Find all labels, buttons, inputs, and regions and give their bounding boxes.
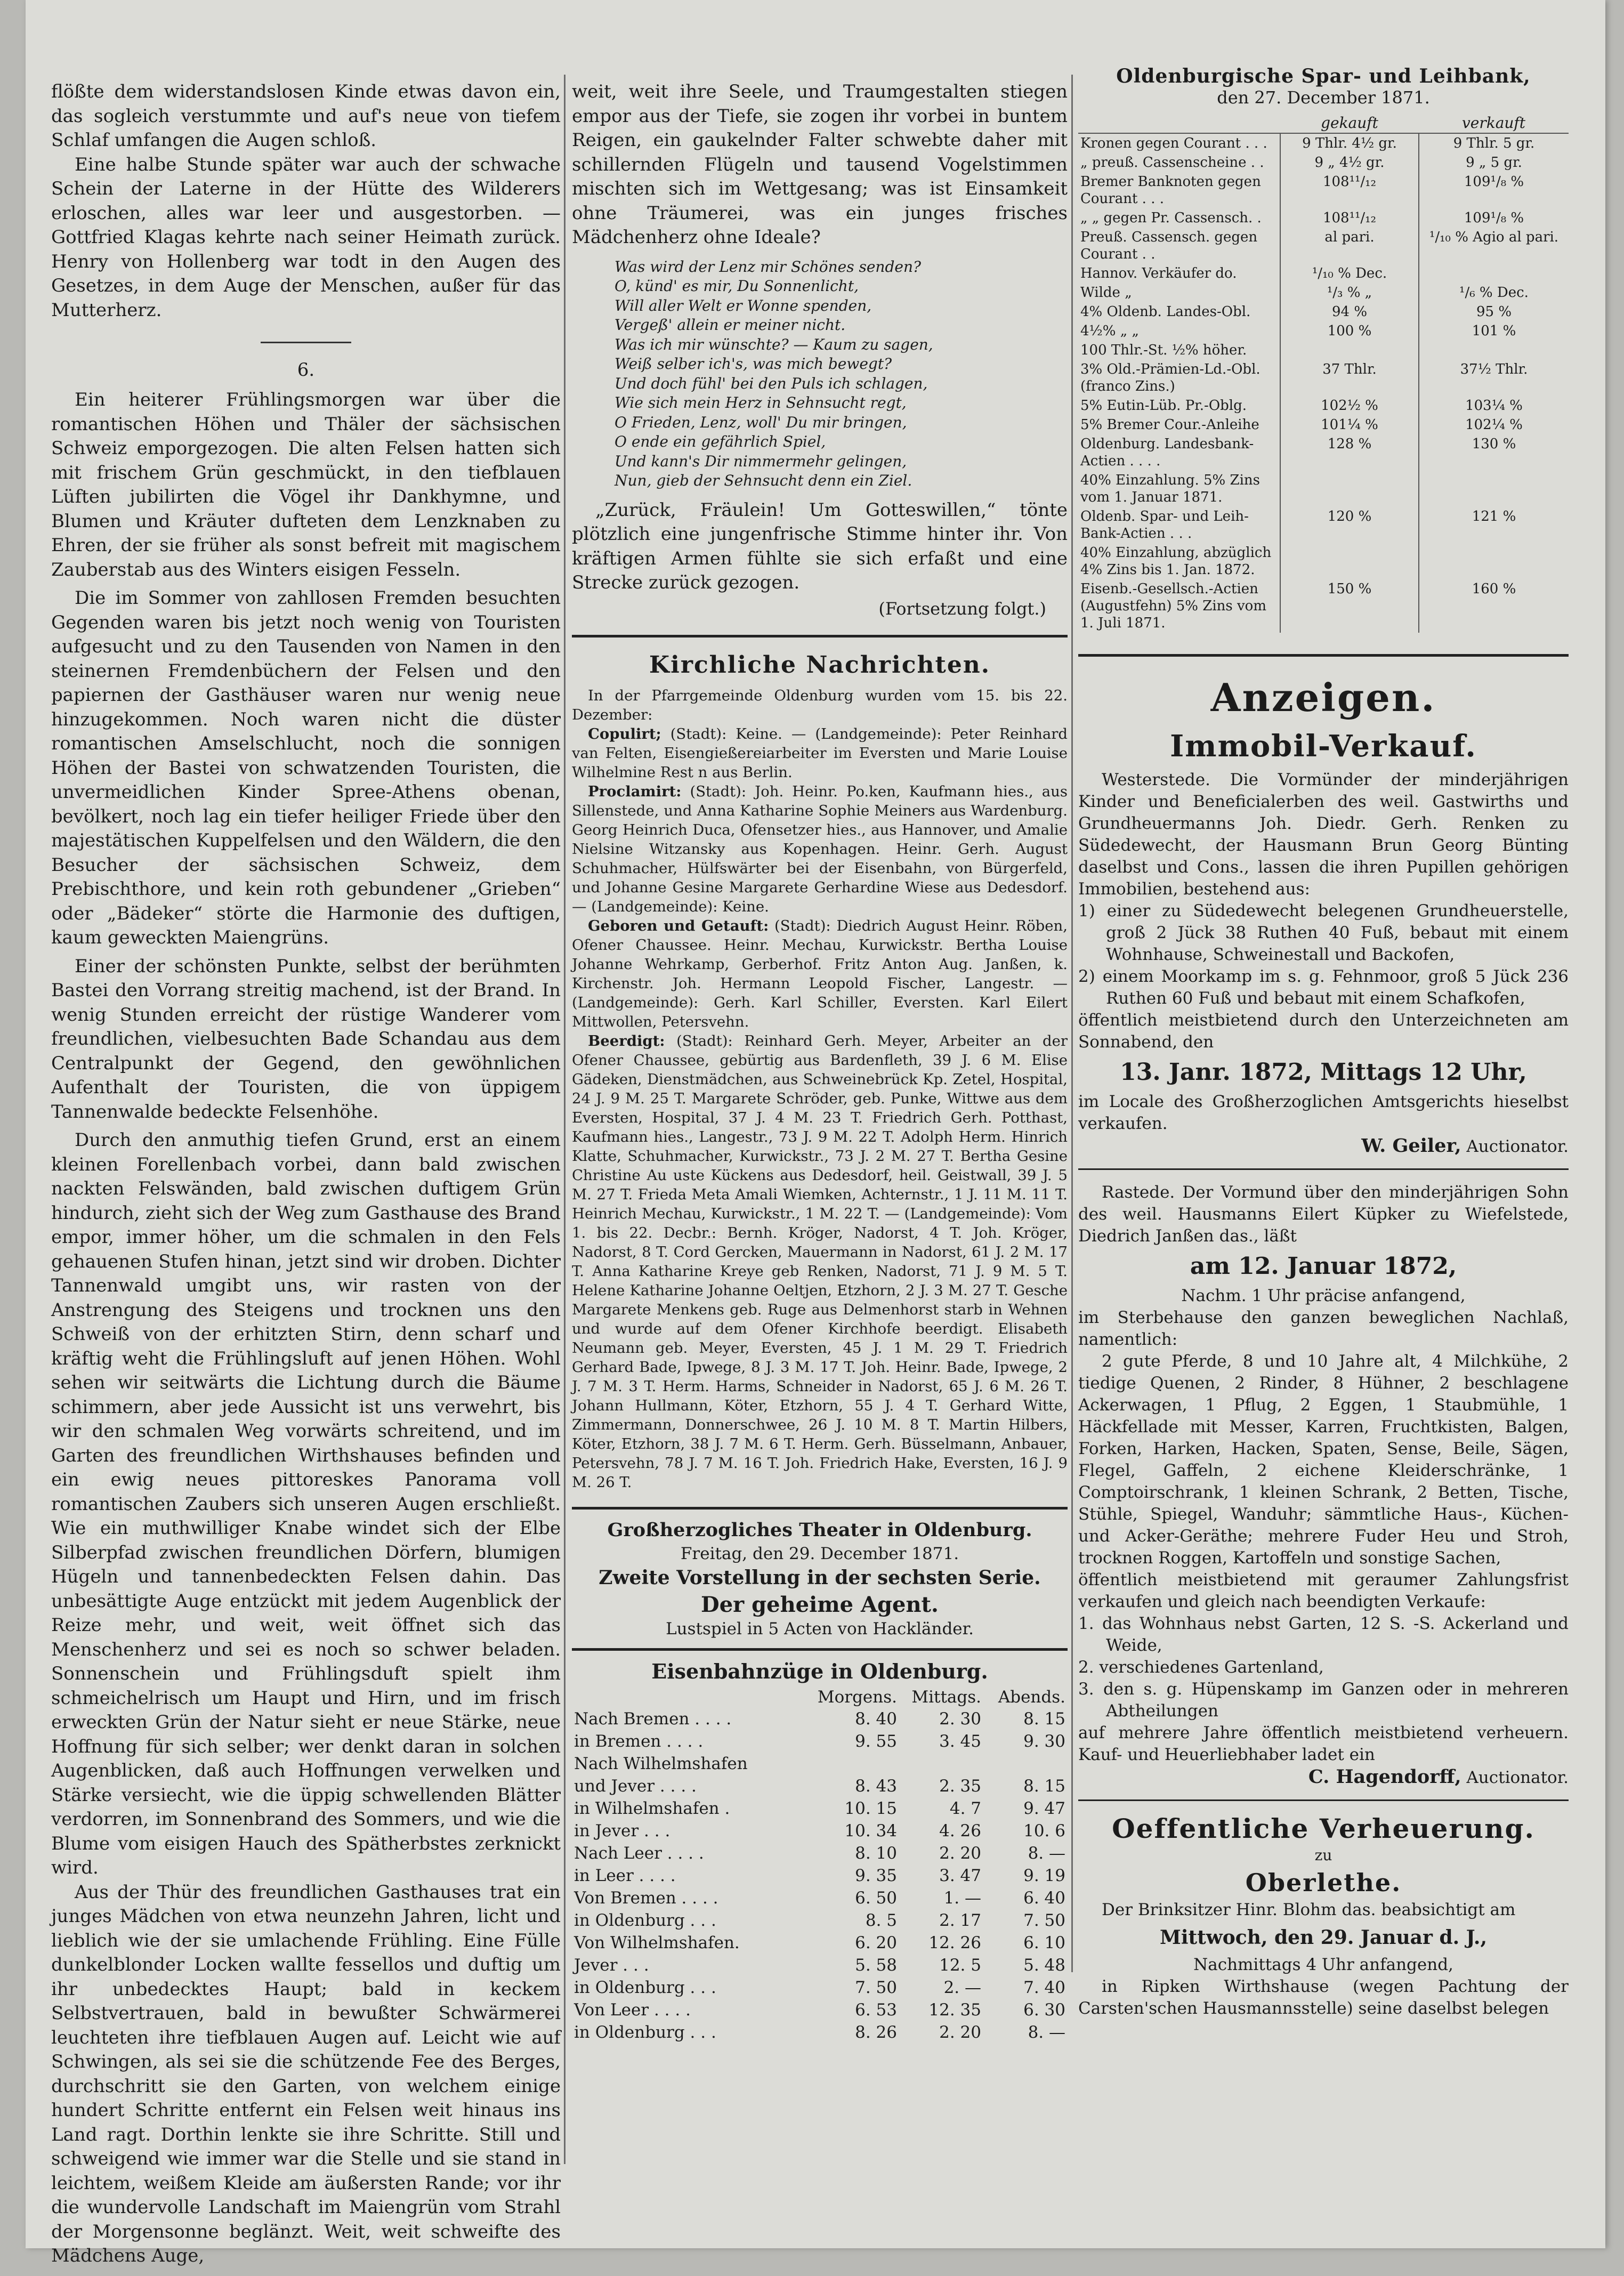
timetable-row xyxy=(572,1730,1068,1753)
rates-item: Wilde „ xyxy=(1078,283,1280,302)
timetable-time: 2. 30 xyxy=(939,1709,981,1729)
timetable-time: 8. 15 xyxy=(1023,1709,1065,1729)
rates-row xyxy=(1078,341,1569,360)
rates-item: 3% Old.-Prämien-Ld.-Obl. (franco Zins.) xyxy=(1078,360,1280,396)
rates-buy: ¹/₁₀ % Dec. xyxy=(1280,264,1419,283)
right-column xyxy=(1078,65,1569,2020)
copulirt-label: Copulirt; xyxy=(588,725,661,742)
timetable-time: 2. 20 xyxy=(939,1843,981,1863)
rates-row xyxy=(1078,208,1569,228)
rates-row xyxy=(1078,543,1569,579)
ad-date: Mittwoch, den 29. Januar d. J., xyxy=(1160,1926,1487,1949)
timetable-time: 6. 20 xyxy=(855,1933,897,1952)
poem-line: O Frieden, Lenz, woll' Du mir bringen, xyxy=(615,413,907,431)
timetable-time: 8. 15 xyxy=(1023,1776,1065,1796)
timetable-time xyxy=(815,1753,899,1775)
timetable-route: in Oldenburg . . . xyxy=(574,1978,716,1997)
column-rule xyxy=(564,75,565,2164)
exchange-rates-table xyxy=(1078,113,1569,633)
timetable-time: 8. 40 xyxy=(855,1709,897,1729)
poem-line: Wie sich mein Herz in Sehnsucht regt, xyxy=(615,394,907,411)
rates-item: Hannov. Verkäufer do. xyxy=(1078,264,1280,283)
rates-item: 40% Einzahlung, abzüglich 4% Zins bis 1. Jan. 1872. xyxy=(1078,543,1280,579)
timetable-row xyxy=(572,2021,1068,2044)
timetable-header-cell xyxy=(572,1686,815,1708)
timetable-time: 10. 6 xyxy=(1023,1821,1065,1841)
timetable-row xyxy=(572,1999,1068,2021)
theatre-date: Freitag, den 29. December 1871. xyxy=(680,1544,959,1563)
timetable-row xyxy=(572,1887,1068,1909)
rates-sell: 101 % xyxy=(1472,323,1516,339)
section-divider xyxy=(261,342,351,343)
rates-item: „ preuß. Cassenscheine . . xyxy=(1078,153,1280,172)
timetable-time: 10. 15 xyxy=(844,1798,897,1818)
continued-note: (Fortsetzung folgt.) xyxy=(878,598,1046,619)
rates-item: Bremer Banknoten gegen Courant . . . xyxy=(1078,172,1280,208)
rates-row xyxy=(1078,228,1569,264)
timetable-row xyxy=(572,1976,1068,1999)
timetable-time: 9. 19 xyxy=(1023,1866,1065,1885)
ad-headline: Oeffentliche Verheuerung. xyxy=(1112,1813,1535,1844)
poem-line: Und kann's Dir nimmermehr gelingen, xyxy=(615,452,907,470)
ad-text: auf mehrere Jahre öffentlich meistbietend verheuern. Kauf- und Heuerliebhaber ladet ein xyxy=(1078,1723,1569,1764)
rates-sell: 103¼ % xyxy=(1465,398,1523,414)
proclamirt-text: (Stadt): Joh. Heinr. Po.ken, Kaufmann hies., aus Sillenstede, und Anna Katharine Sophie Meiners aus Wardenburg. Georg Heinrich Duca, Ofensetzer hies., aus Hannover, und Amalie Nielsine Witzansky aus Kopenhagen. Heinr. Gerh. August Schuhmacher, Hülfswärter bei der Eisenbahn, von Bürgerfeld, und Johanne Gesine Margarete Gerhardine Wiese aus Dedesdorf. — (Landgemeinde): Keine. xyxy=(572,782,1068,915)
ad-text: Nachm. 1 Uhr präcise anfangend, xyxy=(1181,1286,1466,1305)
poem-line: Vergeß' allein er meiner nicht. xyxy=(615,316,846,334)
timetable-time: 3. 47 xyxy=(939,1866,981,1885)
timetable-route: und Jever . . . . xyxy=(574,1776,697,1796)
rates-item: 40% Einzahlung. 5% Zins vom 1. Januar 1871. xyxy=(1078,471,1280,507)
rates-item: Eisenb.-Gesellsch.-Actien (Augustfehn) 5% Zins vom 1. Juli 1871. xyxy=(1078,579,1280,633)
rates-buy: 108¹¹/₁₂ xyxy=(1280,208,1419,228)
rates-sell: 160 % xyxy=(1472,581,1516,597)
timetable-header-cell: Mittags. xyxy=(911,1687,981,1707)
timetable-route: Von Bremen . . . . xyxy=(574,1888,718,1908)
rates-header xyxy=(1078,113,1569,133)
rates-sell xyxy=(1419,341,1569,360)
timetable-time: 10. 34 xyxy=(844,1821,897,1841)
rates-sell xyxy=(1419,543,1569,579)
timetable-time: 4. 7 xyxy=(949,1798,981,1818)
timetable-row xyxy=(572,1820,1068,1842)
timetable-time: 12. 5 xyxy=(939,1955,981,1975)
ads-title: Anzeigen. xyxy=(1210,675,1436,720)
rates-buy xyxy=(1280,471,1419,507)
timetable-time: 9. 55 xyxy=(855,1731,897,1751)
timetable-time: 6. 10 xyxy=(1023,1933,1065,1952)
ad-signature xyxy=(1078,1766,1569,1788)
rates-row xyxy=(1078,507,1569,543)
rates-buy: ¹/₃ % „ xyxy=(1280,283,1419,302)
ad-verheuerung xyxy=(1078,1813,1569,2020)
trains-title: Eisenbahnzüge in Oldenburg. xyxy=(651,1659,988,1683)
timetable-time: 6. 30 xyxy=(1023,2000,1065,2020)
rates-item: Kronen gegen Courant . . . xyxy=(1078,133,1280,153)
rates-header-cell xyxy=(1078,113,1280,133)
rates-row xyxy=(1078,471,1569,507)
ad-text: öffentlich meistbietend mit geraumer Zahlungsfrist verkaufen und gleich nach beendigten Verkaufe: xyxy=(1078,1570,1569,1611)
rates-row xyxy=(1078,360,1569,396)
ad-inventory: 2 gute Pferde, 8 und 10 Jahre alt, 4 Milchkühe, 2 tiedige Quenen, 2 Rinder, 8 Hühner, 2 beschlagene Ackerwagen, 1 Pflug, 2 Eggen, 1 Staubmühle, 1 Häckfellade mit Messer, Karren, Fruchtkisten, Balgen, Forken, Harken, Hacken, Spaten, Sense, Beile, Sägen, Flegel, Gaffeln, 2 eichene Kleiderschränke, 1 Comptoirschrank, 1 kleinen Schrank, 2 Betten, Tische, Stühle, Spiegel, Wanduhr; sämmtliche Haus-, Küchen- und Acker-Geräthe; mehrere Fuder Heu und Stroh, trocknen Roggen, Kartoffeln und sonstige Sachen, xyxy=(1078,1352,1569,1568)
timetable-time: 9. 47 xyxy=(1023,1798,1065,1818)
column-rule xyxy=(1071,75,1073,1972)
rates-row xyxy=(1078,153,1569,172)
timetable-time: 8. 5 xyxy=(865,1910,897,1930)
rates-sell: 102¼ % xyxy=(1465,417,1523,433)
timetable-time: 3. 45 xyxy=(939,1731,981,1751)
bank-title: Oldenburgische Spar- und Leihbank, xyxy=(1116,65,1531,87)
rates-row xyxy=(1078,396,1569,415)
rates-row xyxy=(1078,283,1569,302)
timetable-route: Von Leer . . . . xyxy=(574,2000,691,2020)
timetable-route: in Jever . . . xyxy=(574,1821,670,1841)
timetable-time: 5. 58 xyxy=(855,1955,897,1975)
timetable-route: in Oldenburg . . . xyxy=(574,2022,716,2042)
timetable-time: 6. 40 xyxy=(1023,1888,1065,1908)
ad-date: am 12. Januar 1872, xyxy=(1190,1253,1457,1280)
ad-text: in Ripken Wirthshause (wegen Pachtung der Carsten'schen Hausmannsstelle) seine daselbst belegen xyxy=(1078,1977,1569,2018)
section-rule xyxy=(572,1507,1068,1510)
timetable-row xyxy=(572,1775,1068,1797)
ad-list-item: 3. den s. g. Hüpenskamp im Ganzen oder in mehreren Abtheilungen xyxy=(1078,1680,1569,1721)
rates-item: 5% Bremer Cour.-Anleihe xyxy=(1078,415,1280,434)
rates-sell xyxy=(1419,471,1569,507)
ad-immobil-verkauf xyxy=(1078,729,1569,1157)
newspaper-page xyxy=(26,0,1605,2266)
rates-header-cell: verkauft xyxy=(1419,113,1569,133)
story-paragraph: Einer der schönsten Punkte, selbst der berühmten Bastei den Vorrang streitig machend, ist der Brand. In wenig Stunden erreicht der rüstige Wanderer vom freundlichen, vielbesuchten Bade Schandau aus dem Centralpunkt der Gegend, den gewöhnlichen Aufenthalt der Touristen, die von üppigem Tannenwalde bedeckte Felsenhöhe. xyxy=(51,955,561,1123)
ad-text: Der Brinksitzer Hinr. Blohm das. beabsichtigt am xyxy=(1102,1900,1516,1919)
story-paragraph: flößte dem widerstandslosen Kinde etwas davon ein, das sogleich verstummte und auf's neue von tiefem Schlaf umfangen die Augen schloß. xyxy=(51,81,561,151)
poem-line: Will aller Welt er Wonne spenden, xyxy=(615,296,872,314)
timetable-route: in Leer . . . . xyxy=(574,1866,676,1885)
ad-list-item: 1. das Wohnhaus nebst Garten, 12 S. -S. Ackerland und Weide, xyxy=(1078,1614,1569,1655)
rates-row xyxy=(1078,321,1569,341)
rates-buy: 94 % xyxy=(1280,302,1419,321)
rates-buy: 108¹¹/₁₂ xyxy=(1280,172,1419,208)
rates-buy xyxy=(1280,543,1419,579)
ad-text: öffentlich meistbietend durch den Unterzeichneten am Sonnabend, den xyxy=(1078,1011,1569,1052)
ad-zu: zu xyxy=(1314,1846,1332,1864)
rates-buy: 9 „ 4½ gr. xyxy=(1280,153,1419,172)
timetable-time: 12. 35 xyxy=(928,2000,981,2020)
poem-line: O ende ein gefährlich Spiel, xyxy=(615,433,826,450)
geboren-label: Geboren und Getauft: xyxy=(588,917,769,934)
ad-nachlass xyxy=(1078,1182,1569,1788)
poem-line: Was wird der Lenz mir Schönes senden? xyxy=(615,257,921,276)
theatre-desc: Lustspiel in 5 Acten von Hackländer. xyxy=(666,1619,974,1639)
poem xyxy=(615,257,1068,491)
ad-separator xyxy=(1078,1799,1569,1801)
timetable-row xyxy=(572,1954,1068,1976)
rates-item: „ „ gegen Pr. Cassensch. . xyxy=(1078,208,1280,228)
signer-name: W. Geiler, xyxy=(1361,1135,1461,1157)
rates-sell: 109¹/₈ % xyxy=(1464,174,1524,190)
section-rule xyxy=(1078,654,1569,657)
story-paragraph: weit, weit ihre Seele, und Traumgestalten stiegen empor aus der Tiefe, sie zogen ihr vorbei in buntem Reigen, ein gaukelnder Falter schwebte daher mit schillernden Flügeln und tausend Vogelstimmen mischten sich im Wettgesang; was ist Einsamkeit ohne Träumerei, was ein junges frisches Mädchenherz ohne Ideale? xyxy=(572,81,1068,248)
timetable-time: 7. 40 xyxy=(1023,1978,1065,1997)
timetable-time xyxy=(899,1753,983,1775)
timetable-time: 8. 10 xyxy=(855,1843,897,1863)
timetable-time: 6. 50 xyxy=(855,1888,897,1908)
timetable-route: Von Wilhelmshafen. xyxy=(574,1933,740,1952)
section-rule xyxy=(572,635,1068,637)
timetable-header xyxy=(572,1686,1068,1708)
rates-buy: 101¼ % xyxy=(1280,415,1419,434)
rates-buy: 100 % xyxy=(1280,321,1419,341)
theatre-play: Der geheime Agent. xyxy=(701,1592,939,1617)
rates-buy: al pari. xyxy=(1280,228,1419,264)
rates-row xyxy=(1078,264,1569,283)
timetable-time: 2. 17 xyxy=(939,1910,981,1930)
ad-text: im Sterbehause den ganzen beweglichen Nachlaß, namentlich: xyxy=(1078,1308,1569,1349)
rates-sell: 121 % xyxy=(1472,509,1516,524)
poem-line: Nun, gieb der Sehnsucht denn ein Ziel. xyxy=(615,472,912,489)
ad-signature xyxy=(1078,1135,1569,1157)
church-news-title: Kirchliche Nachrichten. xyxy=(649,651,991,679)
rates-sell xyxy=(1419,264,1569,283)
timetable-header-cell: Abends. xyxy=(998,1687,1065,1707)
timetable-time: 9. 35 xyxy=(855,1866,897,1885)
timetable-time: 8. — xyxy=(1028,1843,1065,1863)
rates-buy: 120 % xyxy=(1280,507,1419,543)
rates-sell: 37½ Thlr. xyxy=(1460,361,1528,377)
timetable-row xyxy=(572,1865,1068,1887)
ad-text: Rastede. Der Vormund über den minderjährigen Sohn des weil. Hausmanns Eilert Küpker zu Wiefelstede, Diedrich Janßen das., läßt xyxy=(1078,1183,1569,1246)
rates-item: Oldenb. Spar- und Leih-Bank-Actien . . . xyxy=(1078,507,1280,543)
rates-sell: ¹/₆ % Dec. xyxy=(1459,285,1529,301)
timetable-row xyxy=(572,1753,1068,1775)
rates-buy: 102½ % xyxy=(1280,396,1419,415)
rates-sell: 9 „ 5 gr. xyxy=(1466,155,1522,171)
story-column xyxy=(51,80,561,2269)
poem-line: Was ich mir wünschte? — Kaum zu sagen, xyxy=(615,335,933,353)
ad-text: im Locale des Großherzoglichen Amtsgerichts hieselbst verkaufen. xyxy=(1078,1092,1569,1133)
timetable-route: Nach Wilhelmshafen xyxy=(574,1754,748,1773)
timetable-route: in Oldenburg . . . xyxy=(574,1910,716,1930)
timetable-time: 12. 26 xyxy=(928,1933,981,1952)
ad-text: Nachmittags 4 Uhr anfangend, xyxy=(1193,1955,1453,1974)
rates-row xyxy=(1078,579,1569,633)
timetable-header-cell: Morgens. xyxy=(817,1687,897,1707)
timetable-row xyxy=(572,1932,1068,1954)
timetable-route: in Wilhelmshafen . xyxy=(574,1798,730,1818)
timetable-row xyxy=(572,1708,1068,1730)
ad-list-item: 2. verschiedenes Gartenland, xyxy=(1078,1658,1324,1677)
middle-column xyxy=(572,80,1068,2044)
timetable-time: 4. 26 xyxy=(939,1821,981,1841)
ad-place: Oberlethe. xyxy=(1245,1868,1402,1897)
rates-sell: 130 % xyxy=(1472,436,1516,452)
rates-sell: ¹/₁₀ % Agio al pari. xyxy=(1429,229,1559,245)
ad-headline: Immobil-Verkauf. xyxy=(1170,729,1477,764)
theatre-title: Großherzogliches Theater in Oldenburg. xyxy=(607,1519,1032,1541)
story-paragraph: Die im Sommer von zahllosen Fremden besuchten Gegenden waren bis jetzt noch wenig von Touristen aufgesucht und zu den Tausenden von Namen in den steinernen Fremdenbüchern der Felsen und den papiernen der Gasthäuser waren nur wenig neue hinzugekommen. Noch waren nicht die düster romantischen Amselschlucht, noch die sonnigen Höhen der Bastei von schwatzenden Touristen, die unvermeidlichen Kinder Spree-Athens obenan, bevölkert, noch lag ein tiefer heiliger Friede über den majestätischen Kuppelfelsen und den Wäldern, die den Besucher der sächsischen Schweiz, dem Prebischthore, und kein roth gebundener „Grieben“ oder „Bädeker“ störte die Harmonie des duftigen, kaum geweckten Maiengrüns. xyxy=(51,587,561,948)
timetable-time: 8. 43 xyxy=(855,1776,897,1796)
rates-row xyxy=(1078,133,1569,153)
timetable-time: 7. 50 xyxy=(1023,1910,1065,1930)
timetable-route: Nach Bremen . . . . xyxy=(574,1709,732,1729)
train-timetable xyxy=(572,1686,1068,2044)
story-paragraph: Aus der Thür des freundlichen Gasthauses trat ein junges Mädchen von etwa neunzehn Jahren, licht und lieblich wie der sie umlachende Frühling. Eine Fülle dunkelblonder Locken wallte fessellos und duftig um ihr unbedecktes Haupt; bald in keckem Selbstvertrauen, bald in bewußter Schwärmerei leuchteten ihre tiefblauen Augen auf. Leicht wie auf Schwingen, als sei sie die schützende Fee des Berges, durchschritt sie den Garten, von welchem einige hundert Schritte entfernt ein Felsen weit hinaus ins Land ragt. Dorthin lenkte sie ihre Schritte. Still und schweigend wie immer war die Stelle und sie stand in leichtem, weißem Kleide am äußersten Rande; vor ihr die wundervolle Landschaft im Maiengrün vom Strahl der Morgensonne beglänzt. Weit, weit schweifte des Mädchens Auge, xyxy=(51,1881,561,2266)
timetable-time: 6. 53 xyxy=(855,2000,897,2020)
beerdigt-text: (Stadt): Reinhard Gerh. Meyer, Arbeiter an der Ofener Chaussee, gebürtig aus Bardenfleth, 39 J. 6 M. Elise Gädeken, Dienstmädchen, aus Schweinebrück Kp. Zetel, Hospital, 24 J. 9 M. 25 T. Margarete Schröder, geb. Punke, Wittwe aus dem Eversten, Hospital, 37 J. 4 M. 23 T. Friedrich Gerh. Potthast, Kaufmann hies., Langestr., 73 J. 9 M. 22 T. Adolph Herm. Hinrich Klatte, Schuhmacher, Kurwickstr., 73 J. 2 M. 27 T. Bertha Gesine Christine Au uste Kückens aus Dedesdorf, heil. Geistwall, 39 J. 5 M. 27 T. Frieda Meta Amali Wiemken, Achternstr., 1 J. 11 M. 11 T. Heinrich Mechau, Kurwickstr., 1 M. 22 T. — (Landgemeinde): Vom 1. bis 22. Decbr.: Bernh. Kröger, Nadorst, 4 T. Joh. Kröger, Nadorst, 8 T. Cord Gercken, Mauermann in Nadorst, 61 J. 2 M. 17 T. Anna Katharine Kreye geb Renken, Nadorst, 71 J. 9 M. 5 T. Helene Katharine Johanne Oeltjen, Etzhorn, 2 J. 3 M. 27 T. Gesche Margarete Menkens geb. Ruge aus Delmenhorst starb in Wehnen und wurde auf dem Ofener Kirchhofe beerdigt. Elisabeth Neumann geb. Meyer, Eversten, 45 J. 1 M. 29 T. Friedrich Gerhard Bade, Ipwege, 8 J. 3 M. 17 T. Joh. Heinr. Bade, Ipwege, 2 J. 7 M. 3 T. Herm. Harms, Schneider in Nadorst, 65 J. 6 M. 26 T. Johann Hullmann, Köter, Etzhorn, 55 J. 4 T. Gerhard Witte, Zimmermann, Donnerschwee, 26 J. 10 M. 8 T. Martin Hilbers, Köter, Etzhorn, 38 J. 7 M. 6 T. Herm. Gerh. Büsselmann, Anbauer, Petersvehn, 78 J. 7 M. 16 T. Joh. Friedrich Hake, Eversten, 16 J. 9 M. 26 T. xyxy=(572,1032,1068,1491)
ad-list-item: 1) einer zu Südedewecht belegenen Grundheuerstelle, groß 2 Jück 38 Ruthen 40 Fuß, bebaut mit einem Wohnhause, Schweinestall und Backofen, xyxy=(1078,901,1569,964)
ad-text: Westerstede. Die Vormünder der minderjährigen Kinder und Beneficialerben des weil. Gastwirths und Grundheuermanns Joh. Diedr. Gerh. Renken zu Südedewecht, der Hausmann Brun Georg Bünting daselbst und Cons., lassen die ihren Pupillen gehörigen Immobilien, bestehend aus: xyxy=(1078,770,1569,899)
geboren-text: (Stadt): Diedrich August Heinr. Röben, Ofener Chaussee. Heinr. Mechau, Kurwickstr. Bertha Louise Johanne Wehrkamp, Gerberhof. Fritz Anton Aug. Janßen, k. Kirchenstr. Joh. Hermann Leopold Fischer, Langestr. — (Landgemeinde): Gerh. Karl Schiller, Eversten. Karl Eilert Mittwollen, Petersvehn. xyxy=(572,917,1068,1030)
rates-item: Oldenburg. Landesbank-Actien . . . . xyxy=(1078,434,1280,471)
timetable-time: 8. — xyxy=(1028,2022,1065,2042)
rates-sell: 109¹/₈ % xyxy=(1464,210,1524,226)
story-paragraph: Durch den anmuthig tiefen Grund, erst an einem kleinen Forellenbach vorbei, dann bald zwischen nackten Felswänden, bald zwischen duftigem Grün hindurch, zieht sich der Weg zum Gasthause des Brand empor, immer höher, um die schmalen in den Fels gehauenen Stufen hinan, jetzt sind wir droben. Dichter Tannenwald umgibt uns, wir rasten von der Anstrengung des Steigens und trocknen uns den Schweiß von der erhitzten Stirn, denn scharf und kräftig weht die Frühlingsluft auf jenen Höhen. Wohl sehen wir seitwärts die Lichtung durch die Bäume schimmern, aber jede Aussicht ist uns verwehrt, bis wir den schmalen Weg vorwärts schreitend, und im Garten des freundlichen Wirthshauses befinden und ein ewig neues pittoreskes Panorama voll romantischen Zaubers sich unseren Augen erschließt. Wie ein muthwilliger Knabe windet sich der Elbe Silberpfad zwischen freundlichen Dörfern, blumigen Hügeln und tannenbedeckten Felsen dahin. Das unbesättigte Auge entzückt mit jedem Augenblick der Reize mehr, und weit, weit öffnet sich das Menschenherz und sei es noch so schwer beladen. Sonnenschein und Frühlingsduft spielt ihm schmeichelrisch um Haupt und Hirn, und im frisch erweckten Grün der Natur sieht er neue Stärke, neue Hoffnung für sich selber; wer denkt daran in solchen Augenblicken, daß auch Hoffnungen verwelken und Stärke versiecht, wie die üppig schwellenden Blätter verdorren, im Sonnenbrand des Sommers, und wie die Blume vom eisigen Hauch des Spätherbstes zerknickt wird. xyxy=(51,1129,561,1878)
timetable-time: 7. 50 xyxy=(855,1978,897,1997)
rates-item: Preuß. Cassensch. gegen Courant . . xyxy=(1078,228,1280,264)
rates-sell: 9 Thlr. 5 gr. xyxy=(1453,135,1535,151)
rates-sell: 95 % xyxy=(1476,304,1512,320)
rates-buy: 128 % xyxy=(1280,434,1419,471)
rates-buy: 9 Thlr. 4½ gr. xyxy=(1280,133,1419,153)
beerdigt-label: Beerdigt: xyxy=(588,1032,665,1050)
poem-line: O, künd' es mir, Du Sonnenlicht, xyxy=(615,277,859,295)
timetable-time: 5. 48 xyxy=(1023,1955,1065,1975)
bank-date: den 27. December 1871. xyxy=(1217,87,1430,108)
chapter-number: 6. xyxy=(297,359,315,381)
rates-buy: 37 Thlr. xyxy=(1280,360,1419,396)
rates-item: 5% Eutin-Lüb. Pr.-Oblg. xyxy=(1078,396,1280,415)
rates-row xyxy=(1078,172,1569,208)
rates-row xyxy=(1078,434,1569,471)
timetable-time: 1. — xyxy=(943,1888,981,1908)
timetable-route: Jever . . . xyxy=(574,1955,649,1975)
timetable-time: 2. 20 xyxy=(939,2022,981,2042)
rates-buy xyxy=(1280,341,1419,360)
story-paragraph: Ein heiterer Frühlingsmorgen war über die romantischen Höhen und Thäler der sächsischen Schweiz emporgezogen. Die alten Felsen hatten sich mit frischem Grün geschmückt, in den tiefblauen Lüften jubilirten die Vögel ihr Dankhymne, und Blumen und Kräuter dufteten dem Lenzknaben zu Ehren, der sie früher als sonst befreit mit magischem Zauberstab aus des Winters eisigen Fesseln. xyxy=(51,389,561,580)
rates-item: 100 Thlr.-St. ½% höher. xyxy=(1078,341,1280,360)
rates-row xyxy=(1078,302,1569,321)
poem-line: Und doch fühl' bei den Puls ich schlagen, xyxy=(615,374,928,392)
rates-buy: 150 % xyxy=(1280,579,1419,633)
rates-item: 4½% „ „ xyxy=(1078,321,1280,341)
story-paragraph: Eine halbe Stunde später war auch der schwache Schein der Laterne in der Hütte des Wilderers erloschen, alles war leer und ausgestorben. — Gottfried Klagas kehrte nach seiner Heimath zurück. Henry von Hollenberg war todt in den Augen des Gesetzes, in dem Auge der Menschen, außer für das Mutterherz. xyxy=(51,154,561,321)
ad-separator xyxy=(1078,1168,1569,1170)
timetable-time xyxy=(983,1753,1068,1775)
timetable-row xyxy=(572,1909,1068,1932)
rates-item: 4% Oldenb. Landes-Obl. xyxy=(1078,302,1280,321)
story-paragraph: „Zurück, Fräulein! Um Gotteswillen,“ tönte plötzlich eine jungenfrische Stimme hinter ihr. Von kräftigen Armen fühlte sie sich erfaßt und eine Strecke zurück gezogen. xyxy=(572,499,1068,593)
timetable-time: 9. 30 xyxy=(1023,1731,1065,1751)
timetable-time: 8. 26 xyxy=(855,2022,897,2042)
rates-row xyxy=(1078,415,1569,434)
theatre-series: Zweite Vorstellung in der sechsten Serie. xyxy=(599,1566,1041,1589)
timetable-time: 2. 35 xyxy=(939,1776,981,1796)
timetable-time: 2. — xyxy=(943,1978,981,1997)
section-rule xyxy=(572,1648,1068,1651)
timetable-row xyxy=(572,1797,1068,1820)
signer-role: Auctionator. xyxy=(1466,1137,1569,1156)
poem-line: Weiß selber ich's, was mich bewegt? xyxy=(615,355,892,373)
ad-date: 13. Janr. 1872, Mittags 12 Uhr, xyxy=(1120,1059,1527,1086)
copulirt-text: (Stadt): Keine. — (Landgemeinde): Peter Reinhard van Felten, Eisengießereiarbeiter im Eversten und Marie Louise Wilhelmine Rest n aus Berlin. xyxy=(572,725,1068,781)
signer-role: Auctionator. xyxy=(1466,1768,1569,1787)
rates-header-cell: gekauft xyxy=(1280,113,1419,133)
proclamirt-label: Proclamirt: xyxy=(588,782,682,800)
timetable-route: Nach Leer . . . . xyxy=(574,1843,704,1863)
church-intro: In der Pfarrgemeinde Oldenburg wurden vom 15. bis 22. Dezember: xyxy=(572,687,1068,723)
ad-list-item: 2) einem Moorkamp im s. g. Fehnmoor, groß 5 Jück 236 Ruthen 60 Fuß und bebaut mit einem Schafkofen, xyxy=(1078,967,1569,1008)
timetable-route: in Bremen . . . . xyxy=(574,1731,704,1751)
timetable-row xyxy=(572,1842,1068,1865)
signer-name: C. Hagendorff, xyxy=(1308,1766,1461,1788)
